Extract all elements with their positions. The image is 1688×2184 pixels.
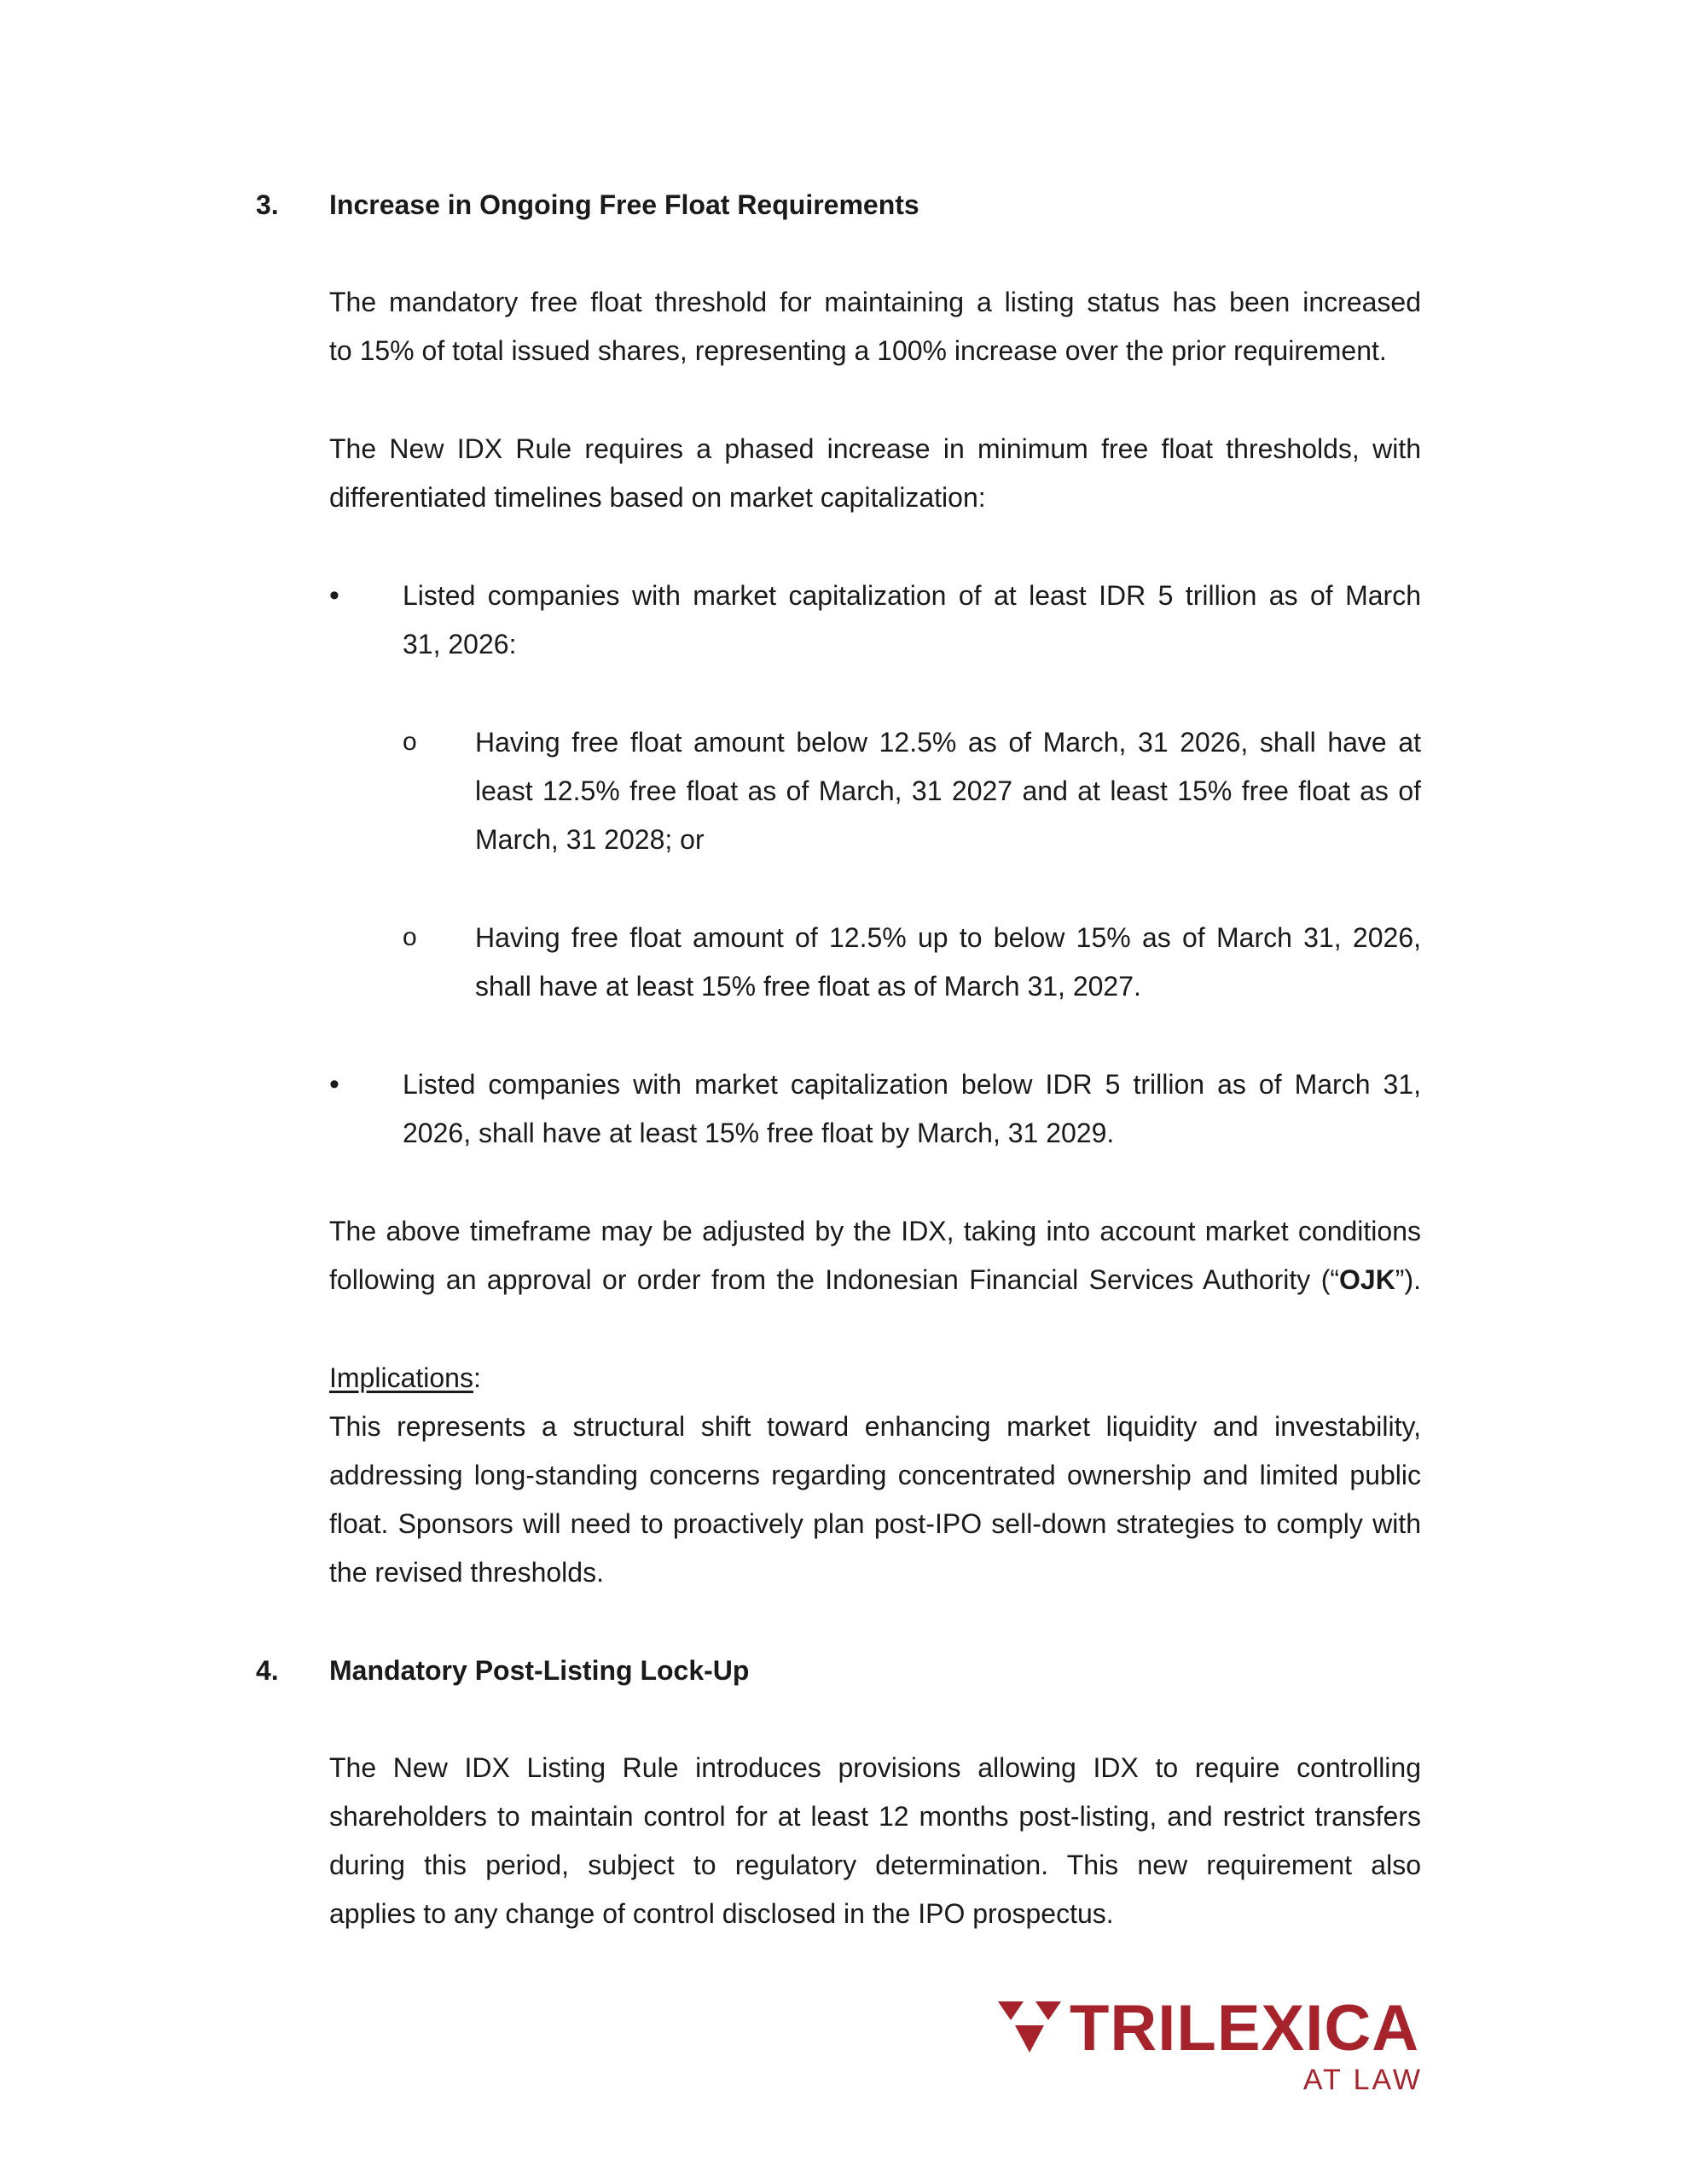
subbullet-2-glyph: o [403,923,417,951]
s3-para3-line2-post: ”). [1395,1264,1421,1295]
section-4-number: 4. [256,1655,279,1686]
s4-para1-line2: shareholders to maintain control for at least 12 months post-listing, and restrict transfers [329,1801,1421,1832]
s3-para2-line2: differentiated timelines based on market capitalization: [329,482,986,513]
s3-para3-line2-pre: following an approval or order from the Indonesian Financial Services Authority (“ [329,1264,1339,1295]
trilexica-mark-icon [998,2000,1061,2056]
logo-subtitle: AT LAW [1302,2064,1423,2096]
bullet-2-glyph: • [329,1068,339,1101]
subbullet-2-line1: Having free float amount of 12.5% up to below 15% as of March 31, 2026, [475,922,1421,953]
section-3-number: 3. [256,189,279,220]
logo-name: TRILEXICA [1070,1992,1420,2065]
implications-heading [329,1361,481,1395]
implications-line2: addressing long-standing concerns regarding concentrated ownership and limited public [329,1460,1421,1490]
s4-para1-line1: The New IDX Listing Rule introduces provisions allowing IDX to require controlling [329,1752,1421,1783]
implications-colon: : [473,1362,481,1393]
implications-line1: This represents a structural shift toward enhancing market liquidity and investability, [329,1411,1421,1442]
section-3-title: Increase in Ongoing Free Float Requirements [329,189,919,220]
s4-para1-line3: during this period, subject to regulatory determination. This new requirement also [329,1850,1421,1880]
bullet-2-line1: Listed companies with market capitalization below IDR 5 trillion as of March 31, [403,1069,1421,1100]
implications-line3: float. Sponsors will need to proactively plan post-IPO sell-down strategies to comply with [329,1508,1421,1539]
trilexica-logo [998,1992,1424,2097]
implications-line4: the revised thresholds. [329,1557,604,1588]
subbullet-1-line1: Having free float amount below 12.5% as of March, 31 2026, shall have at [475,727,1421,758]
s4-para1-line4: applies to any change of control disclosed in the IPO prospectus. [329,1898,1114,1929]
subbullet-1-glyph: o [403,728,417,756]
ojk-term: OJK [1339,1264,1395,1295]
s3-para1-line1: The mandatory free float threshold for maintaining a listing status has been increased [329,287,1421,317]
subbullet-2-line2: shall have at least 15% free float as of March 31, 2027. [475,971,1141,1002]
bullet-1-line2: 31, 2026: [403,629,517,659]
s3-para3-line1: The above timeframe may be adjusted by the IDX, taking into account market conditions [329,1216,1421,1246]
section-4-title: Mandatory Post-Listing Lock-Up [329,1655,750,1686]
bullet-1-glyph: • [329,579,339,612]
subbullet-1-line2: least 12.5% free float as of March, 31 2027 and at least 15% free float as of [475,775,1421,806]
s3-para2-line1: The New IDX Rule requires a phased increase in minimum free float thresholds, with [329,433,1421,464]
s3-para1-line2: to 15% of total issued shares, representing a 100% increase over the prior requirement. [329,335,1387,366]
bullet-1-line1: Listed companies with market capitalization of at least IDR 5 trillion as of March [403,580,1421,611]
subbullet-1-line3: March, 31 2028; or [475,824,705,855]
implications-label: Implications [329,1362,473,1393]
s3-para3-line2 [329,1263,1421,1297]
bullet-2-line2: 2026, shall have at least 15% free float by March, 31 2029. [403,1118,1115,1148]
